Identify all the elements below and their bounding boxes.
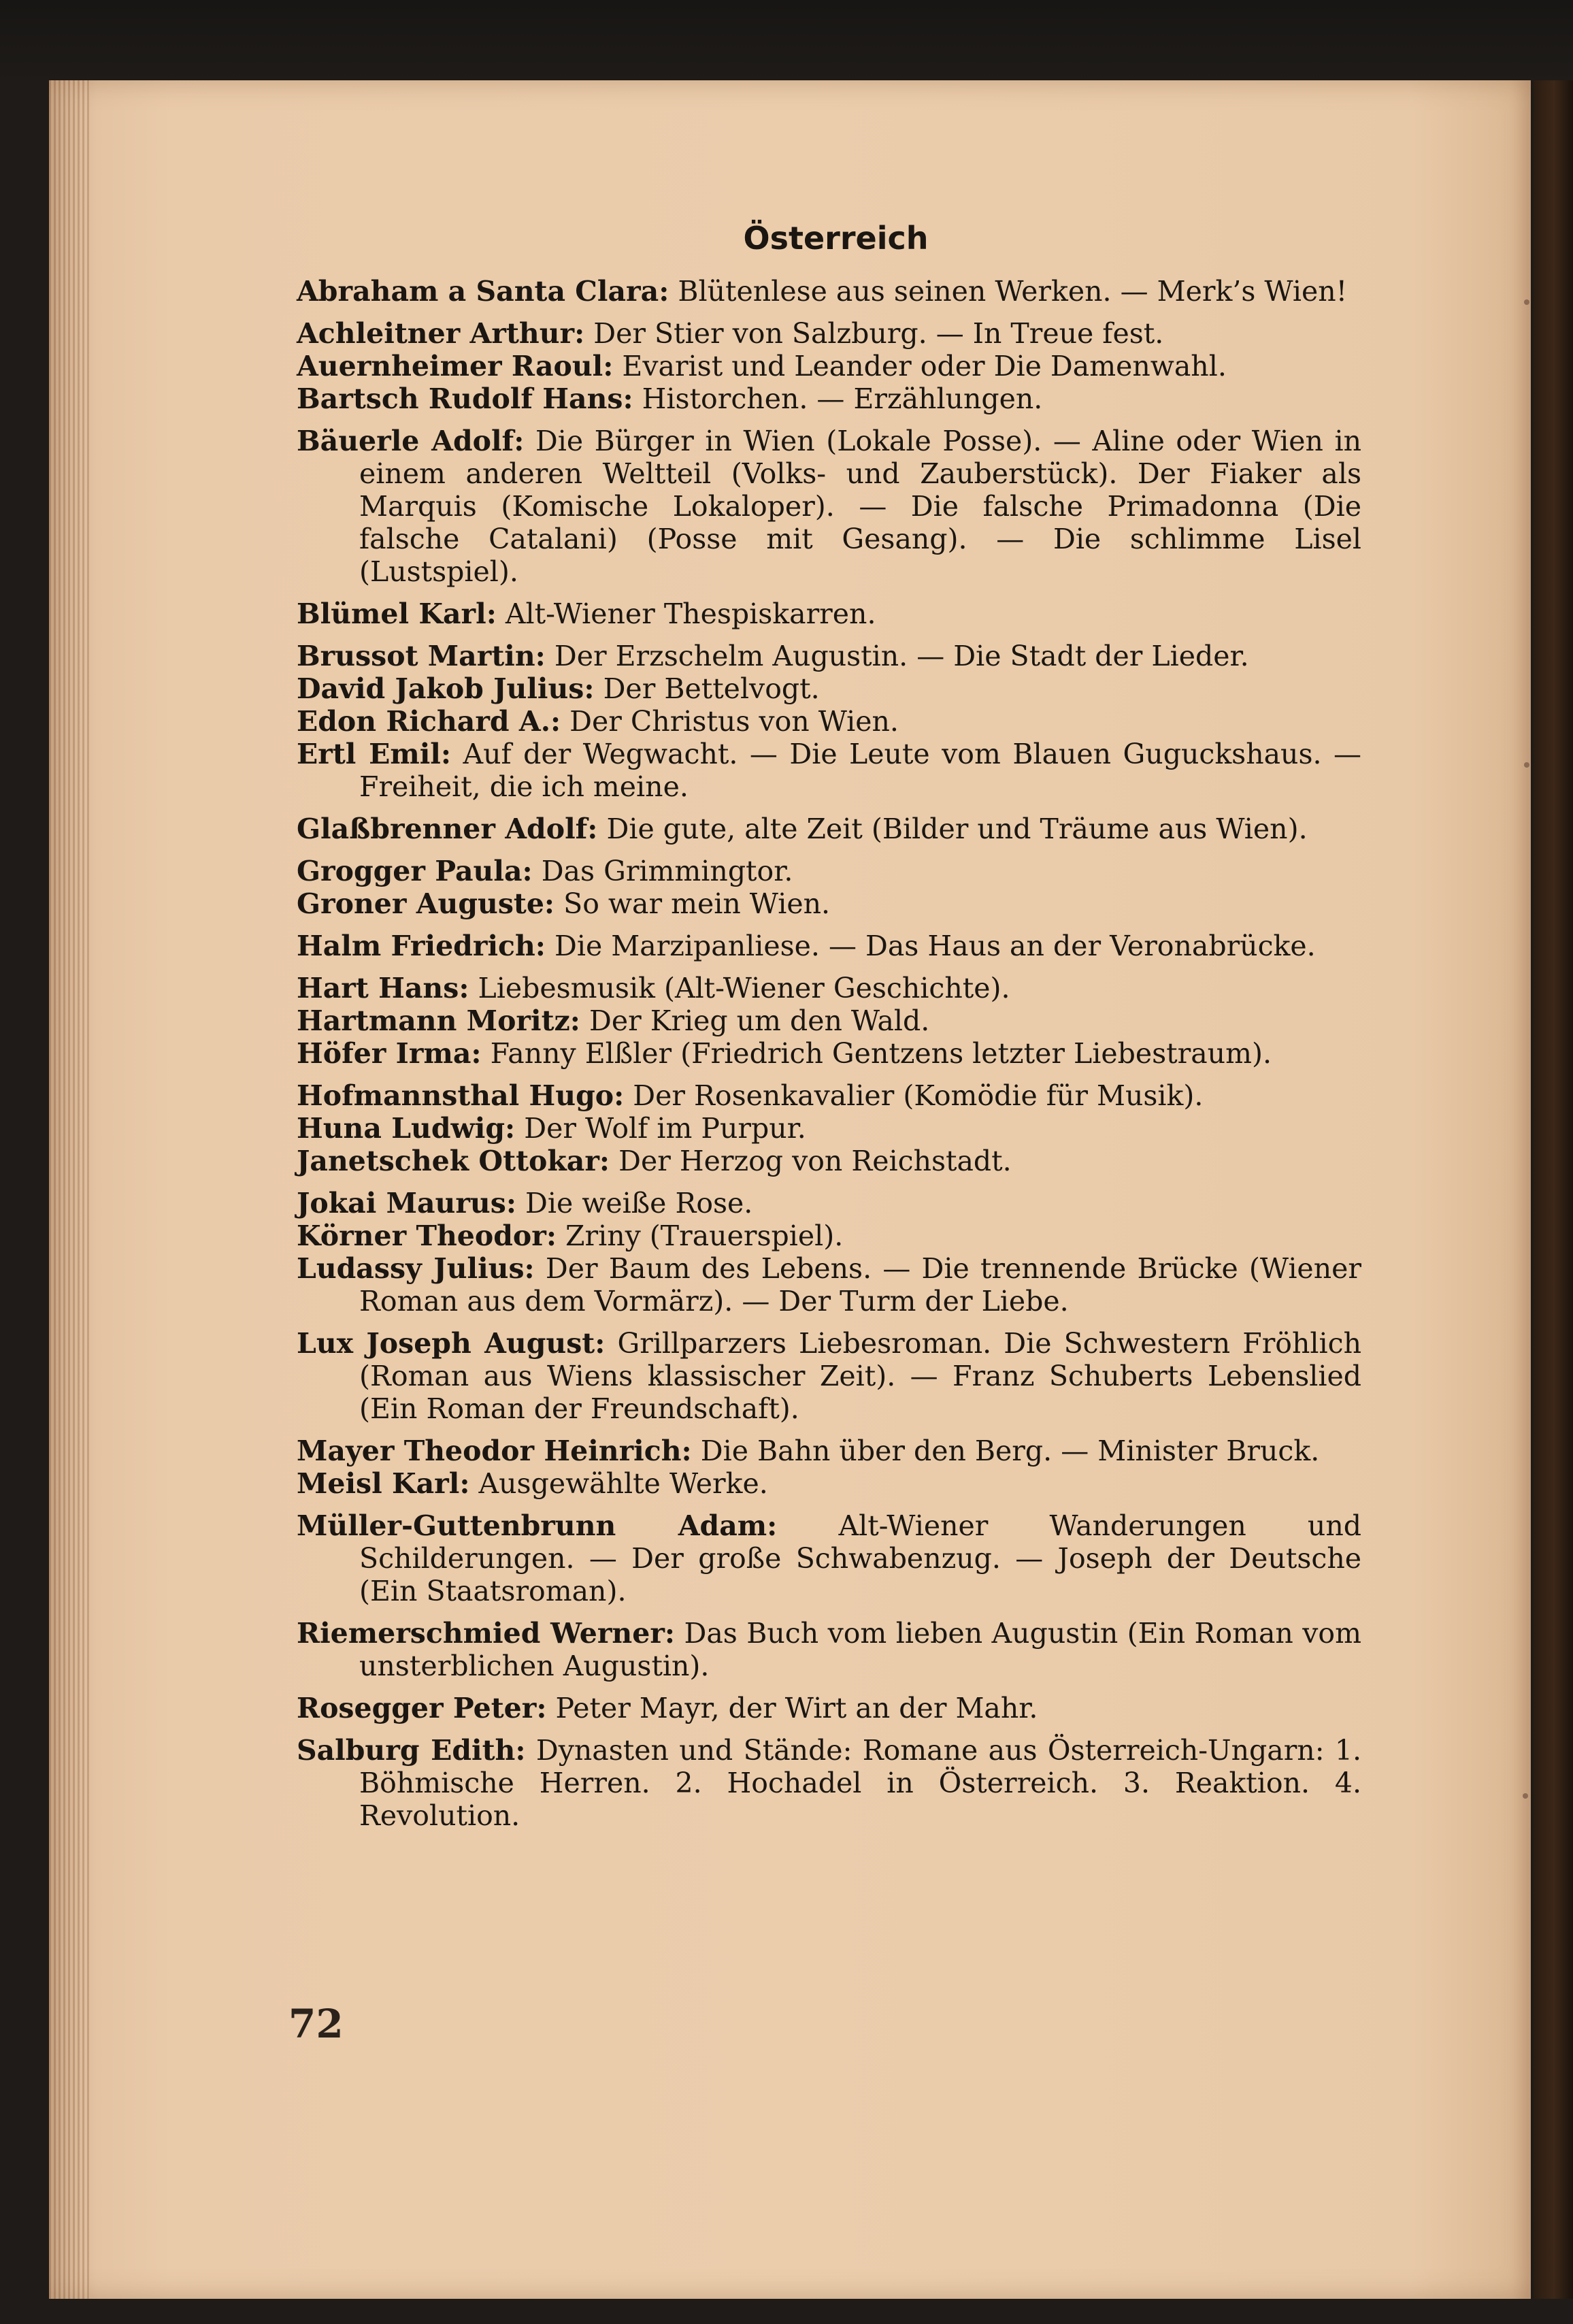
entry (297, 1435, 1361, 1467)
page-stack-edge (49, 80, 90, 2299)
entry-author: Huna Ludwig: (297, 1112, 516, 1145)
entry (297, 855, 1361, 887)
section-heading: Österreich (743, 220, 929, 257)
entry-works: Die Marzipanliese. — Das Haus an der Veronabrücke. (554, 930, 1316, 962)
entry-author: Groner Auguste: (297, 887, 555, 920)
entry-works: Alt-Wiener Wanderungen und Schilderungen. — Der große Schwabenzug. — Joseph der Deutsche (Ein Staatsroman). (359, 1509, 1361, 1607)
entry-author: Riemerschmied Werner: (297, 1617, 676, 1650)
page-number: 72 (288, 2001, 344, 2047)
entry-author: Hofmannsthal Hugo: (297, 1079, 625, 1112)
entry-works: Historchen. — Erzählungen. (642, 382, 1043, 415)
entry (297, 738, 1361, 803)
entry-author: Auernheimer Raoul: (297, 350, 614, 382)
entry-author: Bäuerle Adolf: (297, 425, 525, 457)
entry-works: Evarist und Leander oder Die Damenwahl. (622, 350, 1227, 382)
entry-author: Janetschek Ottokar: (297, 1145, 610, 1177)
entry (297, 1220, 1361, 1252)
entry-author: Abraham a Santa Clara: (297, 275, 669, 308)
entry (297, 1467, 1361, 1500)
entry-author: Blümel Karl: (297, 598, 497, 630)
entry-author: David Jakob Julius: (297, 672, 595, 705)
entry-works: Auf der Wegwacht. — Die Leute vom Blauen Guguckshaus. — Freiheit, die ich meine. (359, 738, 1361, 803)
entry (297, 1327, 1361, 1425)
entry (297, 1692, 1361, 1724)
entry (297, 1617, 1361, 1682)
entry-works: Grillparzers Liebesroman. Die Schwestern Fröhlich (Roman aus Wiens klassischer Zeit). — Franz Schuberts Lebenslied (Ein Roman der Freundschaft). (359, 1327, 1361, 1425)
book-binding (1534, 80, 1573, 2299)
entry-works: Der Krieg um den Wald. (589, 1004, 930, 1037)
ink-speck (1524, 762, 1529, 768)
entry-author: Brussot Martin: (297, 640, 546, 672)
entry-author: Rosegger Peter: (297, 1692, 547, 1724)
entry-author: Salburg Edith: (297, 1734, 526, 1767)
entry-works: Das Grimmingtor. (541, 855, 793, 887)
entry-works: Der Erzschelm Augustin. — Die Stadt der Lieder. (554, 640, 1249, 672)
entry-works: Dynasten und Stände: Romane aus Österreich-Ungarn: 1. Böhmische Herren. 2. Hochadel in Österreich. 3. Reaktion. 4. Revolution. (359, 1734, 1361, 1832)
entry (297, 972, 1361, 1004)
entry (297, 1112, 1361, 1145)
entry (297, 1145, 1361, 1177)
entry-author: Höfer Irma: (297, 1037, 482, 1070)
entry-works: Zriny (Trauerspiel). (565, 1220, 844, 1252)
entry (297, 672, 1361, 705)
entry-works: Der Christus von Wien. (569, 705, 899, 738)
entry (297, 640, 1361, 672)
entry-works: Der Herzog von Reichstadt. (618, 1145, 1012, 1177)
entry-author: Mayer Theodor Heinrich: (297, 1435, 692, 1467)
ink-speck (1523, 1793, 1528, 1799)
entry-author: Meisl Karl: (297, 1467, 470, 1500)
entry-author: Jokai Maurus: (297, 1187, 516, 1220)
entry (297, 425, 1361, 588)
entry (297, 705, 1361, 738)
entry (297, 1187, 1361, 1220)
entry-author: Grogger Paula: (297, 855, 533, 887)
entry-works: Die weiße Rose. (525, 1187, 753, 1220)
entry-author: Müller-Guttenbrunn Adam: (297, 1509, 778, 1542)
text-block (297, 216, 1361, 1832)
entry (297, 598, 1361, 630)
entry (297, 813, 1361, 845)
entry (297, 930, 1361, 962)
entry (297, 887, 1361, 920)
entry-works: Liebesmusik (Alt-Wiener Geschichte). (478, 972, 1010, 1004)
entry (297, 1079, 1361, 1112)
entry-works: Der Baum des Lebens. — Die trennende Brücke (Wiener Roman aus dem Vormärz). — Der Turm der Liebe. (359, 1252, 1361, 1318)
entry (297, 1037, 1361, 1070)
entry-author: Ludassy Julius: (297, 1252, 535, 1285)
entry-works: Die gute, alte Zeit (Bilder und Träume aus Wien). (606, 813, 1308, 845)
entry (297, 1004, 1361, 1037)
entry-works: Der Wolf im Purpur. (524, 1112, 806, 1145)
entry-works: Der Rosenkavalier (Komödie für Musik). (633, 1079, 1204, 1112)
entry (297, 350, 1361, 382)
entry-author: Glaßbrenner Adolf: (297, 813, 598, 845)
entry-author: Achleitner Arthur: (297, 317, 585, 350)
entry (297, 382, 1361, 415)
entry (297, 275, 1361, 308)
entry-works: Ausgewählte Werke. (478, 1467, 768, 1500)
entry-works: Peter Mayr, der Wirt an der Mahr. (555, 1692, 1038, 1724)
entry-works: Alt-Wiener Thespiskarren. (505, 598, 876, 630)
entry-author: Hart Hans: (297, 972, 469, 1004)
entry (297, 1252, 1361, 1318)
entry (297, 317, 1361, 350)
entry-works: Die Bahn über den Berg. — Minister Bruck. (700, 1435, 1320, 1467)
entry-works: Die Bürger in Wien (Lokale Posse). — Aline oder Wien in einem anderen Weltteil (Volks- und Zauberstück). Der Fiaker als Marquis (Komische Lokaloper). — Die falsche Primadonna (Die falsche Catalani) (Posse mit Gesang). — Die schlimme Lisel (Lustspiel). (359, 425, 1361, 588)
entry-works: Blütenlese aus seinen Werken. — Merk’s Wien! (678, 275, 1348, 308)
entry-works: So war mein Wien. (563, 887, 831, 920)
entry-author: Hartmann Moritz: (297, 1004, 580, 1037)
entry-works: Fanny Elßler (Friedrich Gentzens letzter Liebestraum). (490, 1037, 1272, 1070)
entry-author: Ertl Emil: (297, 738, 451, 770)
entry-author: Lux Joseph August: (297, 1327, 606, 1360)
entry-author: Körner Theodor: (297, 1220, 557, 1252)
entry (297, 1509, 1361, 1607)
entry-works: Das Buch vom lieben Augustin (Ein Roman vom unsterblichen Augustin). (359, 1617, 1361, 1682)
entry-works: Der Bettelvogt. (603, 672, 820, 705)
entry-author: Bartsch Rudolf Hans: (297, 382, 633, 415)
entry-author: Halm Friedrich: (297, 930, 546, 962)
entry (297, 1734, 1361, 1832)
entry-author: Edon Richard A.: (297, 705, 561, 738)
ink-speck (1524, 299, 1529, 305)
entry-works: Der Stier von Salzburg. — In Treue fest. (593, 317, 1164, 350)
